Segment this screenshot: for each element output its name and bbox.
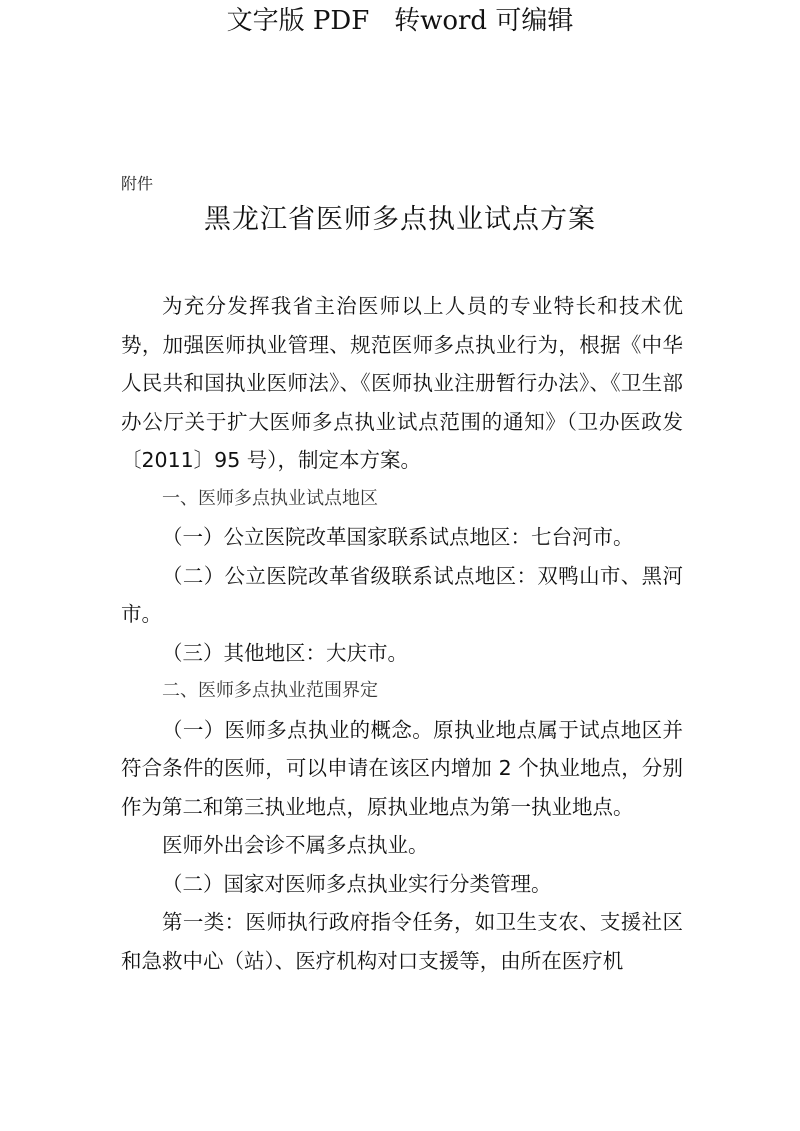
section-2-heading: 二、医师多点执业范围界定 xyxy=(162,680,378,701)
section-2-item-4: 第一类：医师执行政府指令任务，如卫生支农、支援社区和急救中心（站）、医疗机构对口支援等，由所在医疗机 xyxy=(121,910,683,973)
attachment-label: 附件 xyxy=(121,174,154,193)
document-body xyxy=(121,287,683,980)
section-1-item-2: （二）公立医院改革省级联系试点地区：双鸭山市、黑河市。 xyxy=(121,563,683,626)
document-title: 黑龙江省医师多点执业试点方案 xyxy=(204,204,596,235)
section-2-item-3: （二）国家对医师多点执业实行分类管理。 xyxy=(162,871,552,896)
section-1-heading: 一、医师多点执业试点地区 xyxy=(162,487,378,509)
section-2-item-2: 医师外出会诊不属多点执业。 xyxy=(162,833,429,857)
section-1-item-1: （一）公立医院改革国家联系试点地区：七台河市。 xyxy=(162,525,634,549)
page-header-banner: 文字版 PDF 转word 可编辑 xyxy=(226,6,574,36)
intro-paragraph: 为充分发挥我省主治医师以上人员的专业特长和技术优势，加强医师执业管理、规范医师多点执业行为，根据《中华人民共和国执业医师法》、《医师执业注册暂行办法》、《卫生部办公厅关于扩大医师多点执业试点范围的通知》（卫办医政发〔2011〕95 号），制定本方案。 xyxy=(121,294,683,472)
section-1-item-3: （三）其他地区：大庆市。 xyxy=(162,640,408,665)
section-2-item-1: （一）医师多点执业的概念。原执业地点属于试点地区并符合条件的医师，可以申请在该区内增加 2 个执业地点，分别作为第二和第三执业地点，原执业地点为第一执业地点。 xyxy=(121,717,683,819)
